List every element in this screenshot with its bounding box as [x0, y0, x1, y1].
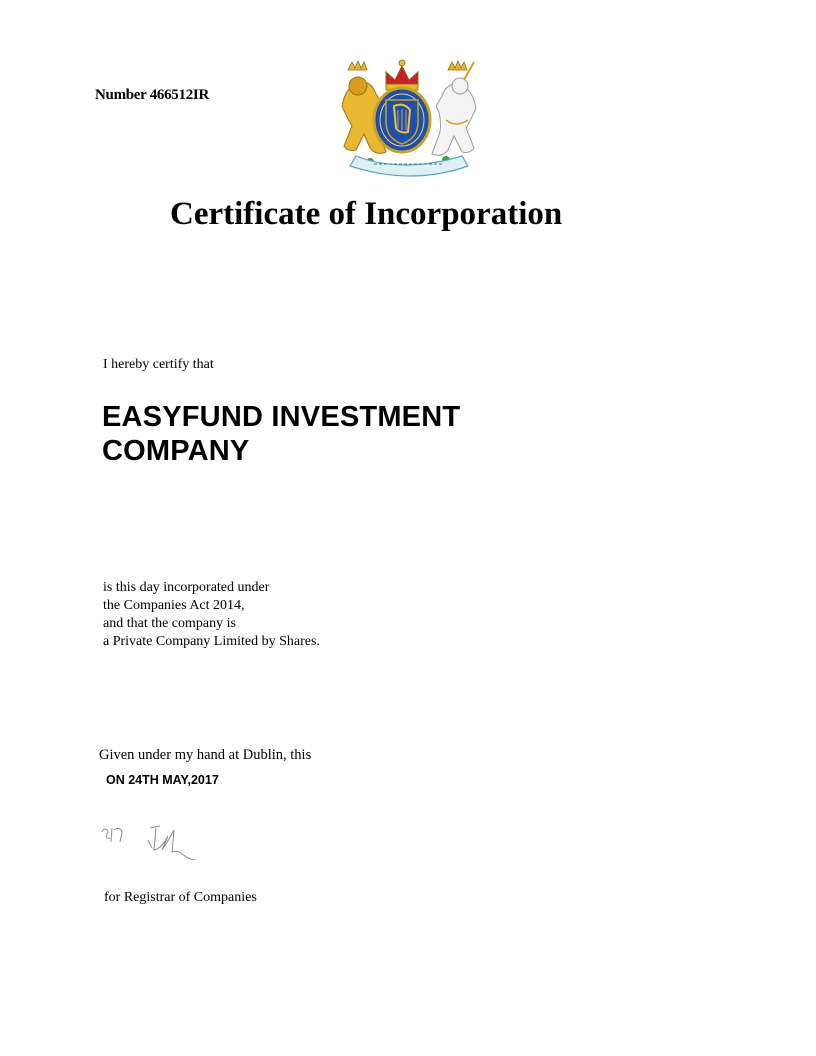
company-name-line: EASYFUND INVESTMENT — [102, 401, 461, 433]
statement-line: a Private Company Limited by Shares. — [103, 634, 320, 649]
signature-image — [98, 818, 218, 860]
coat-of-arms-icon — [334, 56, 484, 180]
incorporation-date: ON 24TH MAY,2017 — [106, 773, 219, 787]
page-title: Certificate of Incorporation — [170, 196, 563, 232]
company-name-line: COMPANY — [102, 435, 250, 467]
certificate-number: Number 466512IR — [95, 87, 209, 103]
incorporation-statement — [103, 579, 320, 651]
certify-text: I hereby certify that — [103, 357, 214, 372]
statement-line: the Companies Act 2014, — [103, 598, 245, 613]
company-name — [102, 400, 460, 468]
given-text: Given under my hand at Dublin, this — [99, 747, 312, 763]
registrar-text: for Registrar of Companies — [104, 890, 257, 905]
statement-line: is this day incorporated under — [103, 580, 270, 595]
statement-line: and that the company is — [103, 616, 236, 631]
